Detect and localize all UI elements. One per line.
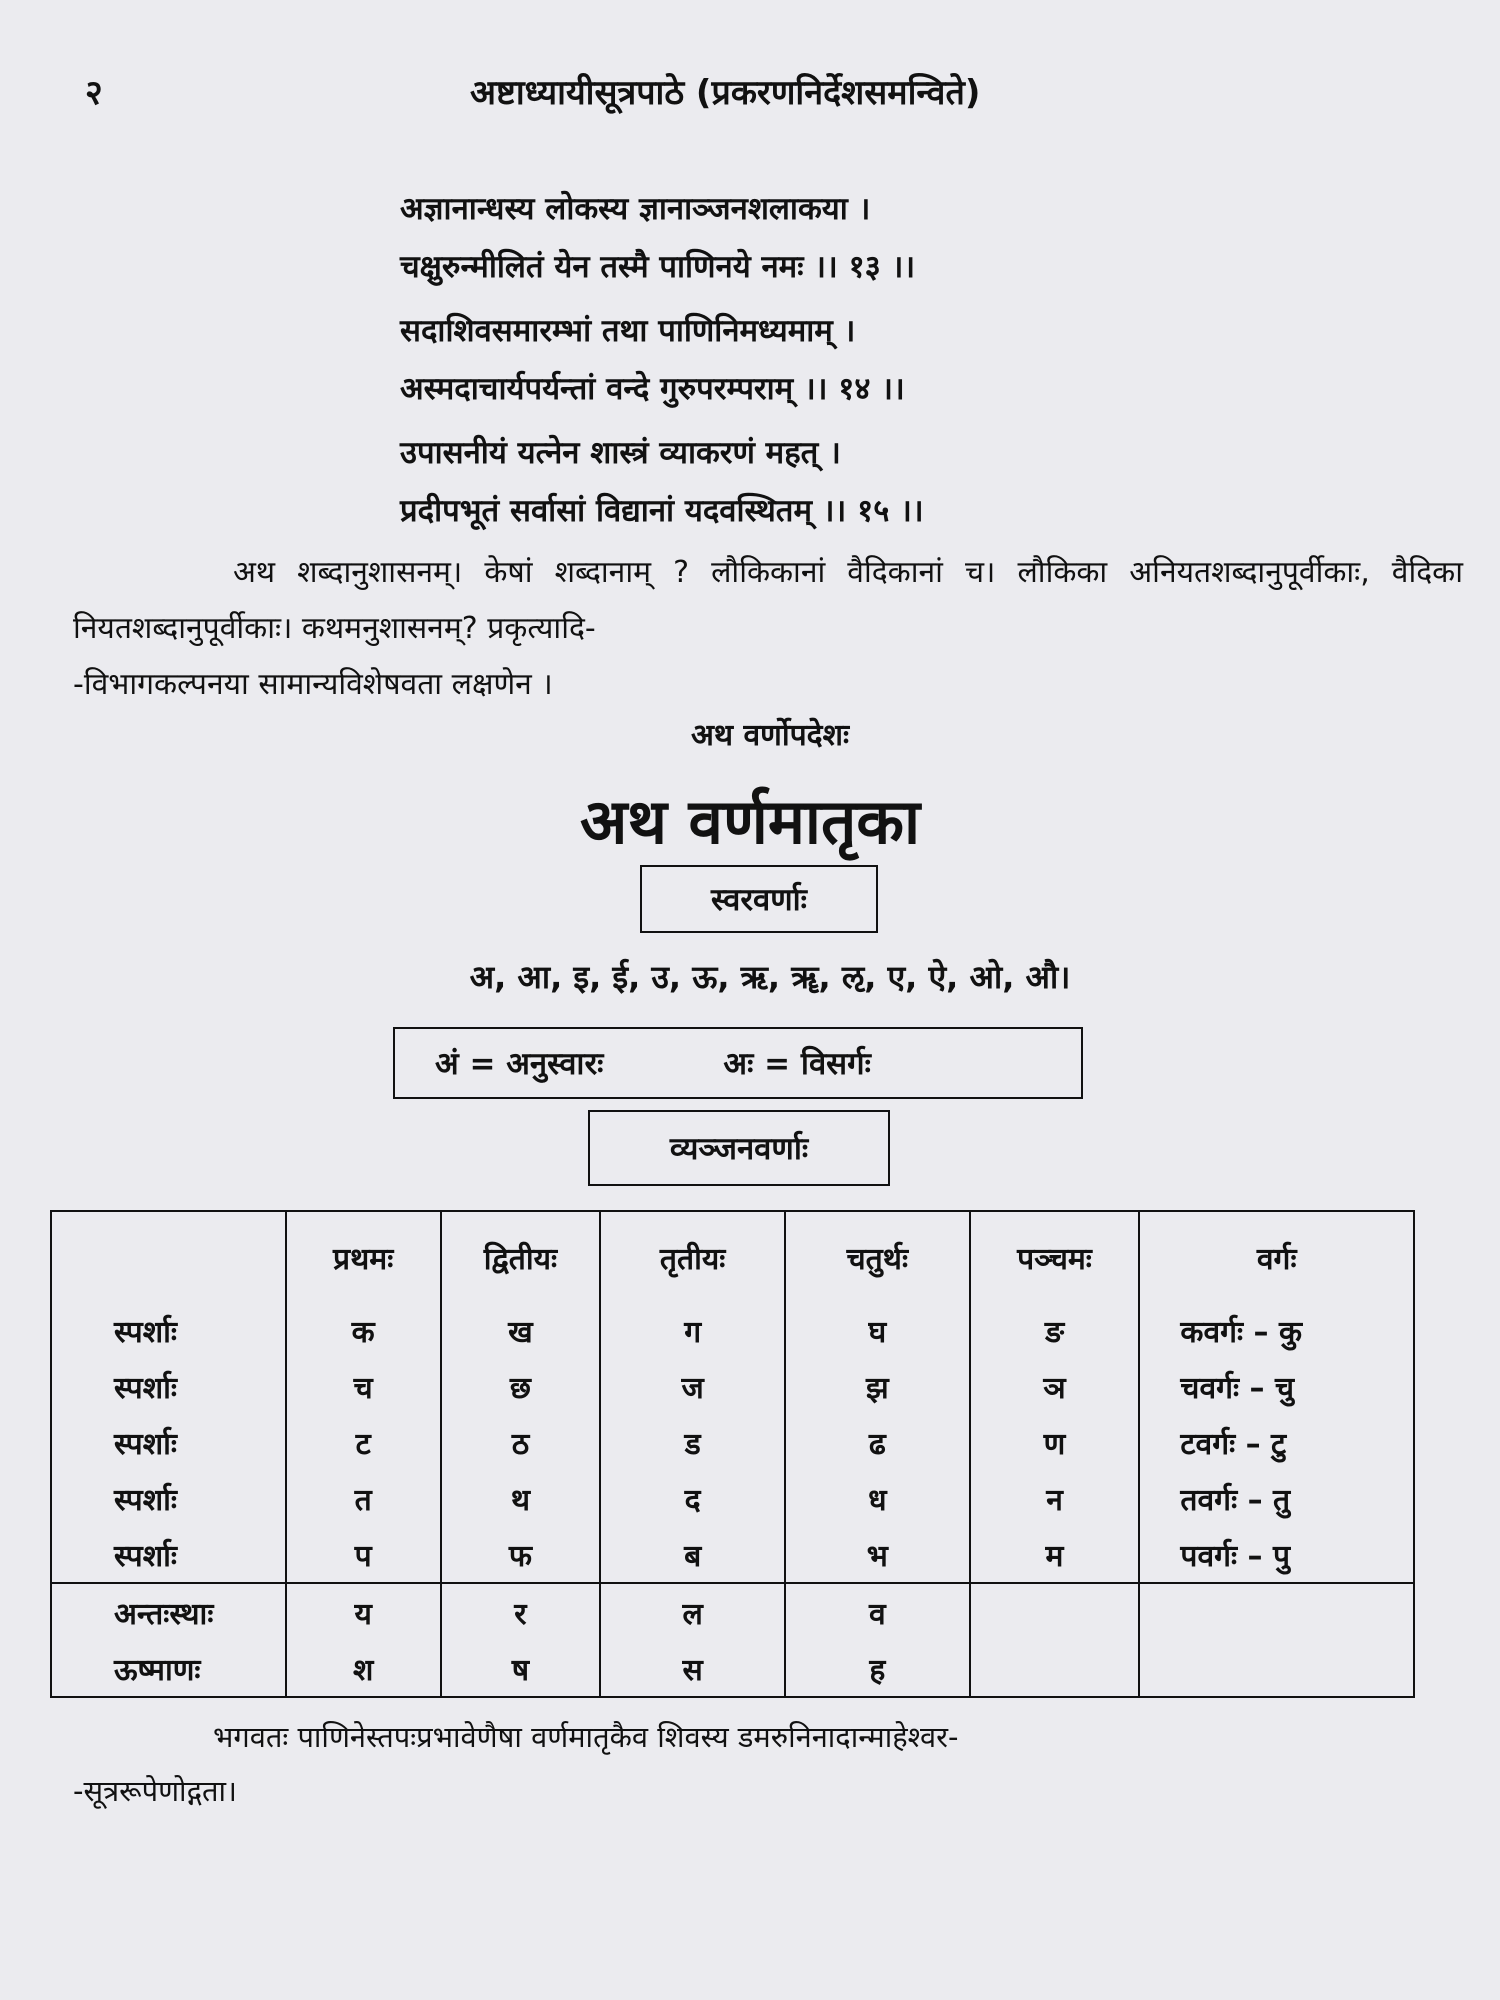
table-cell: ञ xyxy=(970,1358,1140,1414)
running-title: अष्टाध्यायीसूत्रपाठे (प्रकरणनिर्देशसमन्विते) xyxy=(470,73,981,113)
table-row xyxy=(51,1640,1414,1697)
table-cell xyxy=(970,1640,1140,1697)
varga-cell: पवर्गः – पु xyxy=(1139,1526,1414,1583)
table-cell: ण xyxy=(970,1414,1140,1470)
varga-cell: टवर्गः – टु xyxy=(1139,1414,1414,1470)
row-label: स्पर्शाः xyxy=(51,1358,286,1414)
vowel-list: अ, आ, इ, ई, उ, ऊ, ऋ, ॠ, ऌ, ए, ऐ, ओ, औ। xyxy=(469,958,1071,996)
verse-line: उपासनीयं यत्नेन शास्त्रं व्याकरणं महत् । xyxy=(400,435,841,471)
varga-cell: कवर्गः – कु xyxy=(1139,1302,1414,1358)
table-row xyxy=(51,1526,1414,1583)
prose-block xyxy=(73,545,1463,713)
row-label: अन्तःस्थाः xyxy=(51,1583,286,1640)
table-header: पञ्चमः xyxy=(970,1211,1140,1302)
verse-line: अज्ञानान्धस्य लोकस्य ज्ञानाञ्जनशलाकया । xyxy=(400,191,871,227)
verses-block xyxy=(400,180,1300,540)
table-cell: त xyxy=(286,1470,441,1526)
table-cell: झ xyxy=(785,1358,970,1414)
footer-paragraph xyxy=(73,1710,1463,1818)
visarga-label: अः = विसर्गः xyxy=(723,1046,871,1082)
table-cell: व xyxy=(785,1583,970,1640)
table-cell: ग xyxy=(600,1302,785,1358)
table-header: प्रथमः xyxy=(286,1211,441,1302)
table-cell: ल xyxy=(600,1583,785,1640)
table-cell: द xyxy=(600,1470,785,1526)
vyanjana-heading: व्यञ्जनवर्णाः xyxy=(669,1131,809,1167)
table-header: द्वितीयः xyxy=(441,1211,601,1302)
main-title: अथ वर्णमातृका xyxy=(579,785,921,858)
row-label: ऊष्माणः xyxy=(51,1640,286,1697)
varga-cell: चवर्गः – चु xyxy=(1139,1358,1414,1414)
table-cell: घ xyxy=(785,1302,970,1358)
row-label: स्पर्शाः xyxy=(51,1470,286,1526)
row-label: स्पर्शाः xyxy=(51,1526,286,1583)
table-cell: प xyxy=(286,1526,441,1583)
varga-cell: तवर्गः – तु xyxy=(1139,1470,1414,1526)
anusvara-label: अं = अनुस्वारः xyxy=(435,1046,604,1082)
table-cell xyxy=(970,1583,1140,1640)
table-cell: ठ xyxy=(441,1414,601,1470)
table-cell: थ xyxy=(441,1470,601,1526)
prose-paragraph: अथ शब्दानुशासनम्। केषां शब्दानाम् ? लौकिकानां वैदिकानां च। लौकिका अनियतशब्दानुपूर्वीकाः, वैदिका नियतशब्दानुपूर्वीकाः। कथमनुशासनम्? प्रकृत्यादि- xyxy=(73,555,1463,646)
table-header: तृतीयः xyxy=(600,1211,785,1302)
table-cell: ज xyxy=(600,1358,785,1414)
svara-heading-box xyxy=(640,865,878,933)
table-cell: भ xyxy=(785,1526,970,1583)
table-cell: क xyxy=(286,1302,441,1358)
table-header: चतुर्थः xyxy=(785,1211,970,1302)
table-cell: ध xyxy=(785,1470,970,1526)
page-number: २ xyxy=(85,73,103,113)
table-cell: ढ xyxy=(785,1414,970,1470)
footer-line: भगवतः पाणिनेस्तपःप्रभावेणैषा वर्णमातृकैव शिवस्य डमरुनिनादान्माहेश्वर- xyxy=(213,1720,959,1754)
consonant-table xyxy=(50,1210,1415,1698)
row-label: स्पर्शाः xyxy=(51,1302,286,1358)
page-header xyxy=(85,68,1385,128)
table-row xyxy=(51,1583,1414,1640)
footer-line-continued: -सूत्ररूपेणोद्गता। xyxy=(73,1774,238,1808)
table-cell: ख xyxy=(441,1302,601,1358)
table-cell: च xyxy=(286,1358,441,1414)
table-cell: श xyxy=(286,1640,441,1697)
prose-paragraph-continued: -विभागकल्पनया सामान्यविशेषवता लक्षणेन । xyxy=(73,667,553,702)
table-cell: र xyxy=(441,1583,601,1640)
vyanjana-heading-box xyxy=(588,1110,890,1186)
table-header xyxy=(51,1211,286,1302)
table-row xyxy=(51,1414,1414,1470)
table-header: वर्गः xyxy=(1139,1211,1414,1302)
verse-line: सदाशिवसमारम्भां तथा पाणिनिमध्यमाम् । xyxy=(400,313,856,349)
table-cell: स xyxy=(600,1640,785,1697)
table-cell: छ xyxy=(441,1358,601,1414)
table-row xyxy=(51,1470,1414,1526)
table-cell: य xyxy=(286,1583,441,1640)
verse-line: चक्षुरुन्मीलितं येन तस्मै पाणिनये नमः ।। १३ ।। xyxy=(400,249,916,285)
table-cell: म xyxy=(970,1526,1140,1583)
verse-line: अस्मदाचार्यपर्यन्तां वन्दे गुरुपरम्पराम् ।। १४ ।। xyxy=(400,371,905,407)
verse-line: प्रदीपभूतं सर्वासां विद्यानां यदवस्थितम् ।। १५ ।। xyxy=(400,493,924,529)
table-cell: न xyxy=(970,1470,1140,1526)
table-cell: ड xyxy=(600,1414,785,1470)
table-cell: फ xyxy=(441,1526,601,1583)
table-cell: ट xyxy=(286,1414,441,1470)
table-cell: ह xyxy=(785,1640,970,1697)
sub-heading: अथ वर्णोपदेशः xyxy=(690,718,850,753)
table-header-row xyxy=(51,1211,1414,1302)
table-cell: ङ xyxy=(970,1302,1140,1358)
table-cell: ब xyxy=(600,1526,785,1583)
varga-cell xyxy=(1139,1583,1414,1640)
table-cell: ष xyxy=(441,1640,601,1697)
anusvara-visarga-box xyxy=(393,1027,1083,1099)
svara-heading: स्वरवर्णाः xyxy=(711,882,807,918)
row-label: स्पर्शाः xyxy=(51,1414,286,1470)
varga-cell xyxy=(1139,1640,1414,1697)
table-row xyxy=(51,1358,1414,1414)
table-row xyxy=(51,1302,1414,1358)
